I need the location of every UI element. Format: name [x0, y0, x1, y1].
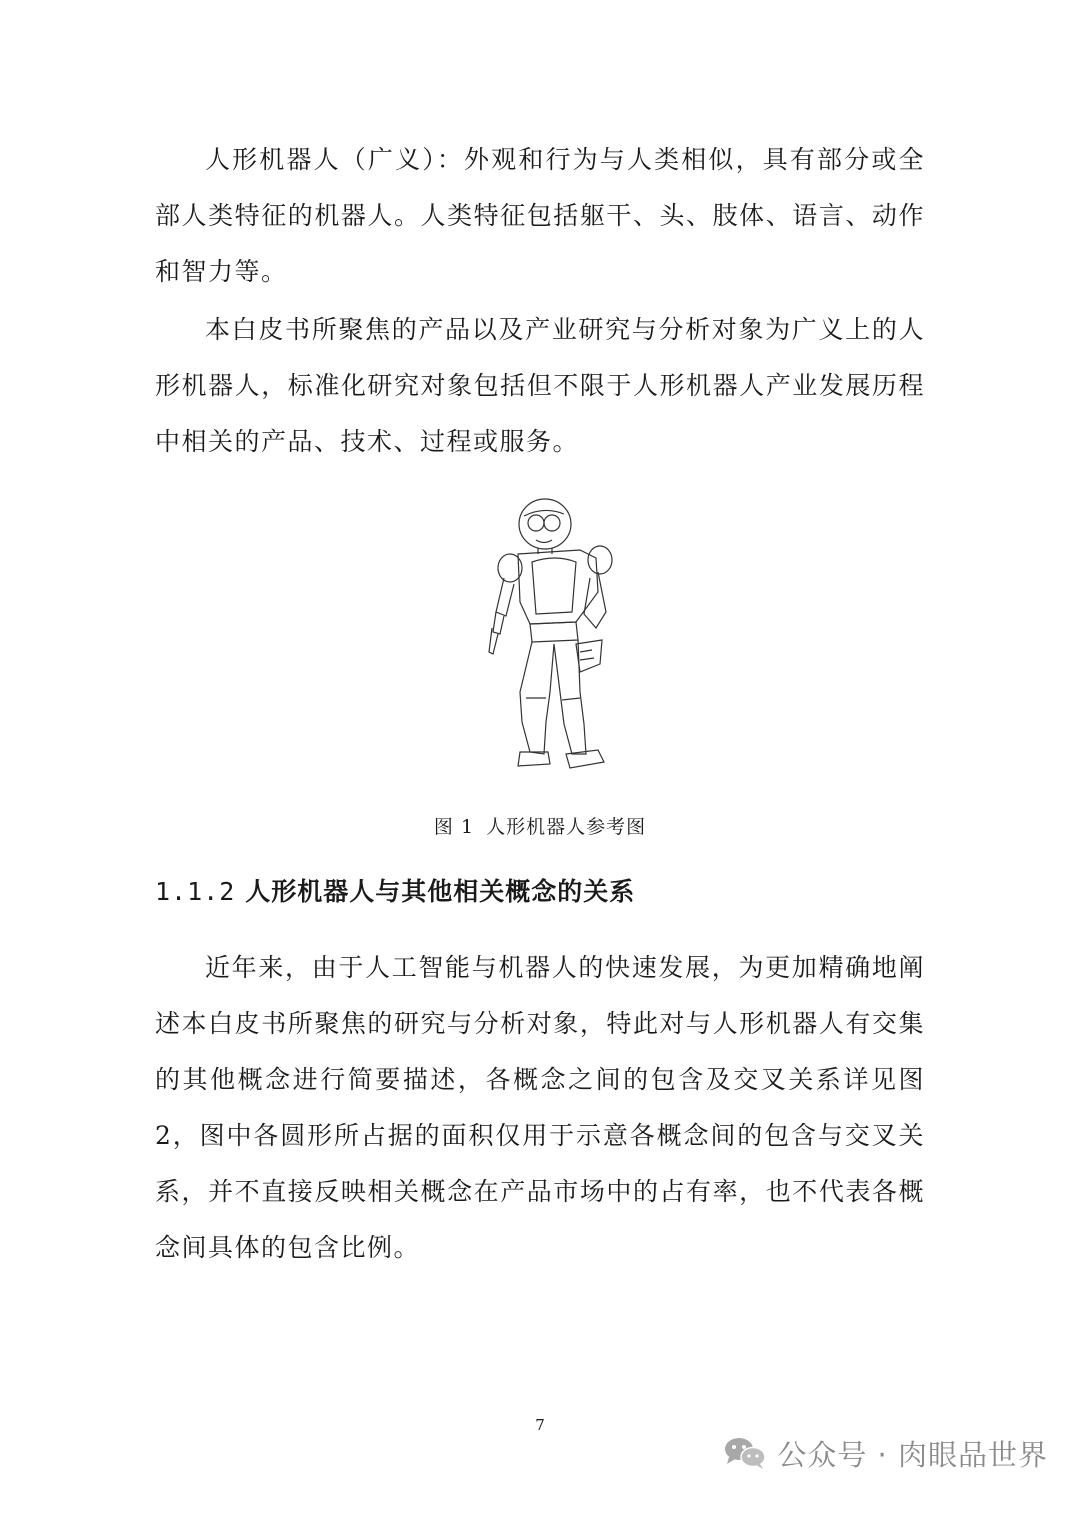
- section-heading: [155, 870, 635, 914]
- page-number: 7: [535, 1416, 545, 1434]
- section-title: 人形机器人与其他相关概念的关系: [245, 877, 636, 906]
- humanoid-robot-figure: [480, 492, 640, 792]
- paragraph-relationships: 近年来，由于人工智能与机器人的快速发展，为更加精确地阐述本白皮书所聚焦的研究与分析对象，特此对与人形机器人有交集的其他概念进行简要描述，各概念之间的包含及交叉关系详见图 2，图中各圆形所占据的面积仅用于示意各概念间的包含与交叉关系，并不直接反映相关概念在产品市场中的占有率，也不代表各概念间具体的包含比例。: [155, 953, 925, 1262]
- wechat-icon: [723, 1435, 767, 1471]
- section-number: 1.1.2: [155, 877, 236, 906]
- paragraph-scope: 本白皮书所聚焦的产品以及产业研究与分析对象为广义上的人形机器人，标准化研究对象包括但不限于人形机器人产业发展历程中相关的产品、技术、过程或服务。: [155, 315, 925, 456]
- figure-caption-text: 人形机器人参考图: [486, 816, 647, 838]
- figure-number: 图 1: [433, 816, 475, 838]
- watermark-text: 公众号 · 肉眼品世界: [777, 1437, 1048, 1472]
- figure-caption: [0, 812, 1080, 842]
- paragraph-definition: 人形机器人（广义）：外观和行为与人类相似，具有部分或全部人类特征的机器人。人类特征包括躯干、头、肢体、语言、动作和智力等。: [155, 145, 925, 286]
- watermark: [723, 1428, 1048, 1478]
